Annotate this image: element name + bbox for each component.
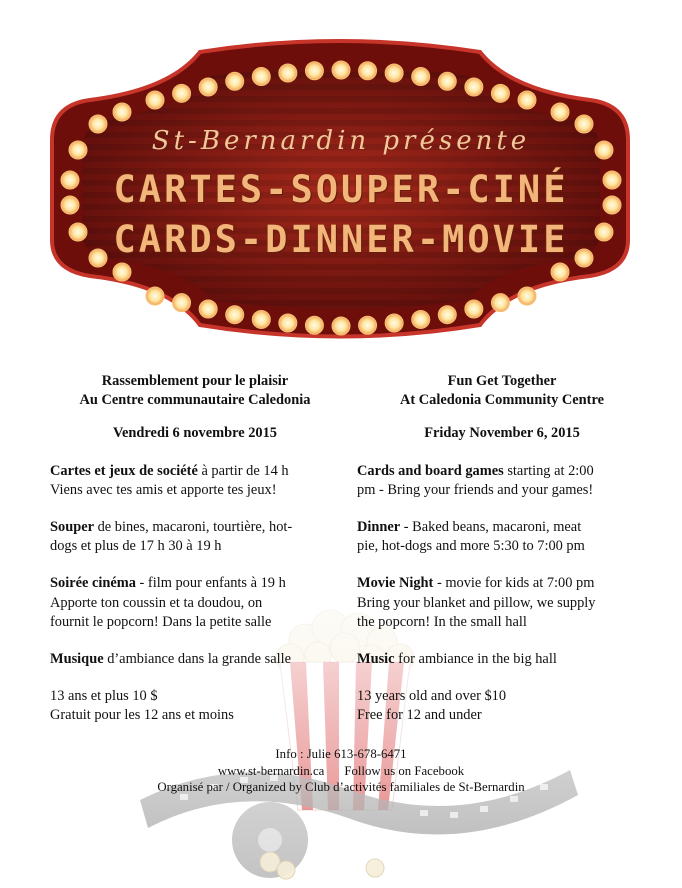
- french-dinner-menu: de bines, macaroni, tourtière, hot-: [93, 519, 293, 536]
- marquee-sign: [0, 0, 682, 350]
- english-price-child: Free for 12 and under: [357, 707, 482, 724]
- english-movie-detail-1: Bring your blanket and pillow, we supply: [357, 594, 596, 611]
- french-column: [50, 372, 340, 726]
- marquee-bulb: [173, 294, 191, 312]
- marquee-bulb: [465, 78, 483, 96]
- english-heading-line2: At Caledonia Community Centre: [400, 392, 604, 409]
- french-movie-detail-2: fournit le popcorn! Dans la petite salle: [50, 613, 272, 630]
- english-dinner-menu: - Baked beans, macaroni, meat: [400, 519, 582, 536]
- marquee-bulb: [146, 91, 164, 109]
- marquee-bulb: [332, 61, 350, 79]
- marquee-bulb: [279, 314, 297, 332]
- french-dinner-section: [50, 518, 340, 556]
- marquee-bulb: [491, 84, 509, 102]
- footer-info: Info : Julie 613-678-6471: [275, 747, 407, 761]
- english-date: Friday November 6, 2015: [424, 425, 580, 442]
- english-movie-time: - movie for kids at 7:00 pm: [433, 575, 595, 592]
- marquee-bulb: [305, 62, 323, 80]
- marquee-bulb: [518, 287, 536, 305]
- english-music-section: [357, 650, 647, 669]
- french-cards-time: à partir de 14 h: [197, 462, 289, 479]
- marquee-bulb: [412, 310, 430, 328]
- english-price-adult: 13 years old and over $10: [357, 688, 507, 705]
- marquee-bulb: [252, 310, 270, 328]
- french-dinner-label: Souper: [50, 519, 94, 536]
- marquee-bulb: [113, 263, 131, 281]
- english-movie-section: [357, 574, 647, 632]
- english-column: [357, 372, 647, 726]
- marquee-bulb: [146, 287, 164, 305]
- marquee-bulb: [199, 78, 217, 96]
- english-music-label: Music: [357, 651, 395, 668]
- french-music-detail: d’ambiance dans la grande salle: [103, 651, 291, 668]
- english-price-section: [357, 687, 647, 725]
- english-dinner-detail: pie, hot-dogs and more 5:30 to 7:00 pm: [357, 538, 585, 555]
- marquee-bulb: [252, 68, 270, 86]
- french-cards-label: Cartes et jeux de société: [50, 462, 198, 479]
- marquee-bulb: [385, 314, 403, 332]
- french-price-child: Gratuit pour les 12 ans et moins: [50, 707, 234, 724]
- english-heading: [357, 372, 647, 410]
- marquee-bulb: [465, 300, 483, 318]
- english-movie-detail-2: the popcorn! In the small hall: [357, 613, 527, 630]
- marquee-bulb: [226, 72, 244, 90]
- french-date: Vendredi 6 novembre 2015: [112, 425, 278, 442]
- french-heading-line1: Rassemblement pour le plaisir: [101, 373, 289, 389]
- title-english: CARDS-DINNER-MOVIE: [113, 218, 569, 261]
- marquee-bulb: [359, 316, 377, 334]
- french-cards-detail: Viens avec tes amis et apporte tes jeux!: [50, 481, 277, 498]
- marquee-bulb: [551, 263, 569, 281]
- french-movie-detail-1: Apporte ton coussin et ta doudou, on: [50, 594, 263, 611]
- french-movie-time: - film pour enfants à 19 h: [135, 575, 286, 592]
- french-movie-label: Soirée cinéma: [50, 575, 136, 592]
- marquee-bulb: [359, 62, 377, 80]
- french-music-label: Musique: [50, 651, 104, 668]
- french-price-section: [50, 687, 340, 725]
- title-french: CARTES-SOUPER-CINÉ: [113, 168, 569, 211]
- marquee-bulb: [332, 317, 350, 335]
- english-music-detail: for ambiance in the big hall: [394, 651, 557, 668]
- french-cards-section: [50, 462, 340, 500]
- marquee-bulb: [113, 103, 131, 121]
- english-heading-line1: Fun Get Together: [447, 373, 557, 389]
- marquee-bulb: [438, 306, 456, 324]
- footer-organizer: Organisé par / Organized by Club d’activités familiales de St-Bernardin: [157, 780, 525, 794]
- marquee-bulb: [412, 68, 430, 86]
- french-price-adult: 13 ans et plus 10 $: [50, 688, 158, 705]
- marquee-bulb: [518, 91, 536, 109]
- marquee-bulb: [385, 64, 403, 82]
- french-dinner-detail: dogs et plus de 17 h 30 à 19 h: [50, 538, 222, 555]
- facebook-link[interactable]: Follow us on Facebook: [344, 763, 465, 778]
- french-heading-line2: Au Centre communautaire Caledonia: [79, 392, 311, 409]
- english-cards-time: starting at 2:00: [503, 462, 594, 479]
- presents-text: St-Bernardin présente: [151, 126, 531, 156]
- marquee-bulb: [491, 294, 509, 312]
- marquee-bulb: [279, 64, 297, 82]
- footer: [0, 746, 682, 796]
- french-music-section: [50, 650, 340, 669]
- marquee-bulb: [173, 84, 191, 102]
- marquee-bulb: [551, 103, 569, 121]
- english-dinner-label: Dinner: [357, 519, 401, 536]
- marquee-bulb: [199, 300, 217, 318]
- english-cards-detail: pm - Bring your friends and your games!: [357, 481, 594, 498]
- english-movie-label: Movie Night: [357, 575, 434, 592]
- french-heading: [50, 372, 340, 410]
- english-dinner-section: [357, 518, 647, 556]
- marquee-bulb: [226, 306, 244, 324]
- english-cards-section: [357, 462, 647, 500]
- marquee-bulb: [438, 72, 456, 90]
- english-cards-label: Cards and board games: [357, 462, 504, 479]
- french-movie-section: [50, 574, 340, 632]
- marquee-bulb: [305, 316, 323, 334]
- website-link[interactable]: www.st-bernardin.ca: [217, 763, 325, 778]
